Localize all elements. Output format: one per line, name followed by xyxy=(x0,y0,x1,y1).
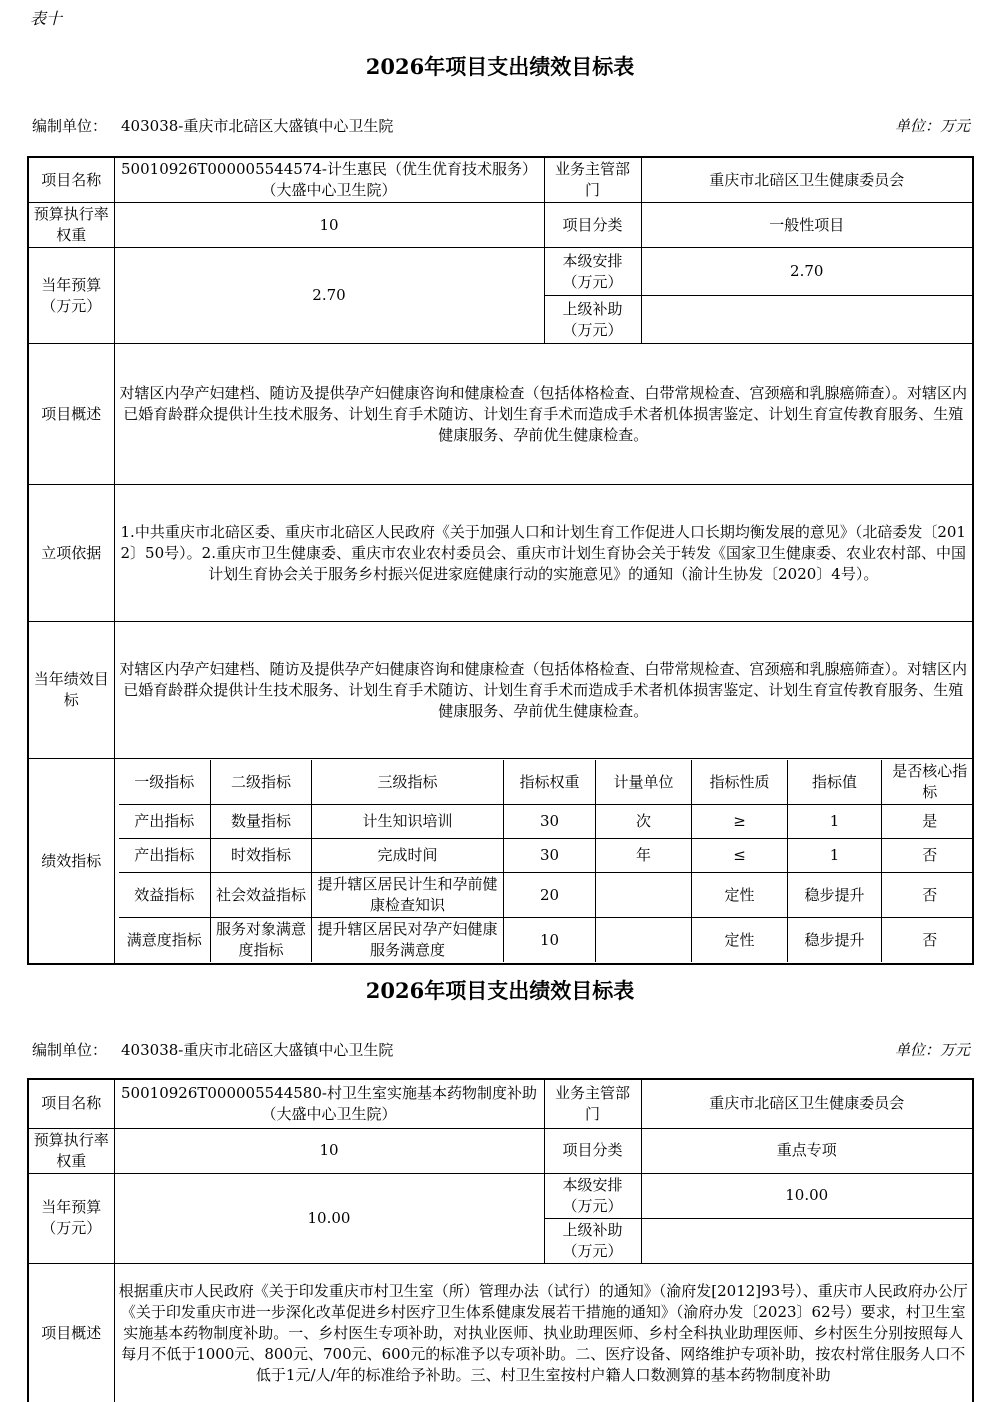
org-label: 编制单位： xyxy=(32,1041,108,1059)
indicator-cell: 计生知识培训 xyxy=(312,805,504,839)
category-label: 项目分类 xyxy=(544,203,641,248)
indicator-cell: 年 xyxy=(596,839,692,873)
indicator-cell: 1 xyxy=(788,805,882,839)
indicator-row xyxy=(119,918,974,963)
local-arrangement-label: 本级安排 （万元） xyxy=(544,248,641,296)
indicators-label: 绩效指标 xyxy=(28,759,114,965)
category-value: 重点专项 xyxy=(641,1128,973,1173)
table1-title: 2026年项目支出绩效目标表 xyxy=(365,54,635,79)
project-name-value: 50010926T000005544580-村卫生室实施基本药物制度补助（大盛中心卫生院） xyxy=(114,1079,544,1128)
upper-subsidy-label: 上级补助 （万元） xyxy=(544,1218,641,1263)
dept-label: 业务主管部门 xyxy=(544,157,641,203)
performance-table-1 xyxy=(27,156,974,965)
upper-subsidy-value xyxy=(641,1218,973,1263)
indicator-cell: 提升辖区居民对孕产妇健康服务满意度 xyxy=(312,918,504,963)
project-name-label: 项目名称 xyxy=(28,1079,114,1128)
upper-subsidy-value xyxy=(641,296,973,344)
annual-goal-label: 当年绩效目标 xyxy=(28,622,114,759)
indicator-cell: 是 xyxy=(882,805,974,839)
overview-label: 项目概述 xyxy=(28,1263,114,1402)
indicator-cell: 效益指标 xyxy=(119,873,211,918)
project-name-label: 项目名称 xyxy=(28,157,114,203)
indicator-cell: 稳步提升 xyxy=(788,873,882,918)
indicator-cell: 30 xyxy=(504,839,596,873)
indicator-cell: 数量指标 xyxy=(211,805,312,839)
overview-value: 根据重庆市人民政府《关于印发重庆市村卫生室（所）管理办法（试行）的通知》（渝府发[2012]93号）、重庆市人民政府办公厅《关于印发重庆市进一步深化改革促进乡村医疗卫生体系健康发展若干措施的通知》（渝府办发〔2023〕62号）要求，村卫生室实施基本药物制度补助。一、乡村医生专项补助，对执业医师、执业助理医师、乡村全科执业助理医师、乡村医生分别按照每人每月不低于1000元、800元、700元、600元的标准予以专项补助。二、医疗设备、网络维护专项补助，按农村常住服务人口不低于1元/人/年的标准给予补助。三、村卫生室按村户籍人口数测算的基本药物制度补助 xyxy=(114,1263,973,1402)
table2-meta-row xyxy=(32,1041,970,1059)
indicator-cell: 定性 xyxy=(692,918,788,963)
dept-value: 重庆市北碚区卫生健康委员会 xyxy=(641,1079,973,1128)
local-arrangement-value: 2.70 xyxy=(641,248,973,296)
budget-value: 2.70 xyxy=(114,248,544,344)
table2-title: 2026年项目支出绩效目标表 xyxy=(365,978,635,1003)
indicator-cell: 产出指标 xyxy=(119,805,211,839)
unit-note: 单位：万元 xyxy=(894,1041,970,1059)
indicator-header-cell: 三级指标 xyxy=(312,760,504,805)
indicator-header-row xyxy=(119,760,974,805)
project-name-value: 50010926T000005544574-计生惠民（优生优育技术服务）（大盛中心卫生院） xyxy=(114,157,544,203)
unit-note: 单位：万元 xyxy=(894,117,970,135)
indicator-header-cell: 二级指标 xyxy=(211,760,312,805)
overview-label: 项目概述 xyxy=(28,344,114,485)
indicator-cell: 10 xyxy=(504,918,596,963)
indicator-row xyxy=(119,873,974,918)
budget-label: 当年预算 （万元） xyxy=(28,1173,114,1263)
indicator-cell: 否 xyxy=(882,839,974,873)
indicator-header-cell: 计量单位 xyxy=(596,760,692,805)
budget-label: 当年预算 （万元） xyxy=(28,248,114,344)
indicator-cell: 稳步提升 xyxy=(788,918,882,963)
basis-label: 立项依据 xyxy=(28,485,114,622)
basis-value: 1.中共重庆市北碚区委、重庆市北碚区人民政府《关于加强人口和计划生育工作促进人口长期均衡发展的意见》（北碚委发〔2012〕50号）。2.重庆市卫生健康委、重庆市农业农村委员会、重庆市计划生育协会关于转发《国家卫生健康委、农业农村部、中国计划生育协会关于服务乡村振兴促进家庭健康行动的实施意见》的通知（渝计生协发〔2020〕4号）。 xyxy=(114,485,973,622)
local-arrangement-label: 本级安排 （万元） xyxy=(544,1173,641,1218)
indicators-grid xyxy=(114,759,973,965)
performance-table-2 xyxy=(27,1078,974,1402)
indicator-cell: 产出指标 xyxy=(119,839,211,873)
indicator-cell: 定性 xyxy=(692,873,788,918)
indicator-cell: 20 xyxy=(504,873,596,918)
indicator-cell: 提升辖区居民计生和孕前健康检查知识 xyxy=(312,873,504,918)
indicator-table xyxy=(119,760,974,962)
indicator-header-cell: 是否核心指标 xyxy=(882,760,974,805)
indicator-header-cell: 指标权重 xyxy=(504,760,596,805)
indicator-header-cell: 指标性质 xyxy=(692,760,788,805)
exec-weight-label: 预算执行率权重 xyxy=(28,203,114,248)
dept-label: 业务主管部门 xyxy=(544,1079,641,1128)
indicator-header-cell: 一级指标 xyxy=(119,760,211,805)
indicator-row xyxy=(119,805,974,839)
org-value: 403038-重庆市北碚区大盛镇中心卫生院 xyxy=(121,1041,394,1059)
category-label: 项目分类 xyxy=(544,1128,641,1173)
budget-value: 10.00 xyxy=(114,1173,544,1263)
indicator-header-cell: 指标值 xyxy=(788,760,882,805)
overview-value: 对辖区内孕产妇建档、随访及提供孕产妇健康咨询和健康检查（包括体格检查、白带常规检查、宫颈癌和乳腺癌筛查）。对辖区内已婚育龄群众提供计生技术服务、计划生育手术随访、计划生育手术而造成手术者机体损害鉴定、计划生育宣传教育服务、生殖健康服务、孕前优生健康检查。 xyxy=(114,344,973,485)
indicator-cell xyxy=(596,918,692,963)
exec-weight-value: 10 xyxy=(114,1128,544,1173)
exec-weight-label: 预算执行率权重 xyxy=(28,1128,114,1173)
table1-meta-row xyxy=(32,117,970,135)
indicator-cell xyxy=(596,873,692,918)
indicator-cell: 30 xyxy=(504,805,596,839)
indicator-row xyxy=(119,839,974,873)
indicator-cell: 满意度指标 xyxy=(119,918,211,963)
indicator-cell: 否 xyxy=(882,918,974,963)
indicator-cell: 社会效益指标 xyxy=(211,873,312,918)
table-index-label: 表十 xyxy=(30,9,63,28)
local-arrangement-value: 10.00 xyxy=(641,1173,973,1218)
indicator-cell: 次 xyxy=(596,805,692,839)
indicator-cell: 完成时间 xyxy=(312,839,504,873)
indicator-cell: 时效指标 xyxy=(211,839,312,873)
indicator-cell: 否 xyxy=(882,873,974,918)
annual-goal-value: 对辖区内孕产妇建档、随访及提供孕产妇健康咨询和健康检查（包括体格检查、白带常规检查、宫颈癌和乳腺癌筛查）。对辖区内已婚育龄群众提供计生技术服务、计划生育手术随访、计划生育手术而造成手术者机体损害鉴定、计划生育宣传教育服务、生殖健康服务、孕前优生健康检查。 xyxy=(114,622,973,759)
org-value: 403038-重庆市北碚区大盛镇中心卫生院 xyxy=(121,117,394,135)
dept-value: 重庆市北碚区卫生健康委员会 xyxy=(641,157,973,203)
indicator-cell: ≥ xyxy=(692,805,788,839)
org-label: 编制单位： xyxy=(32,117,108,135)
indicator-cell: 服务对象满意度指标 xyxy=(211,918,312,963)
upper-subsidy-label: 上级补助 （万元） xyxy=(544,296,641,344)
category-value: 一般性项目 xyxy=(641,203,973,248)
exec-weight-value: 10 xyxy=(114,203,544,248)
indicator-cell: 1 xyxy=(788,839,882,873)
indicator-cell: ≤ xyxy=(692,839,788,873)
